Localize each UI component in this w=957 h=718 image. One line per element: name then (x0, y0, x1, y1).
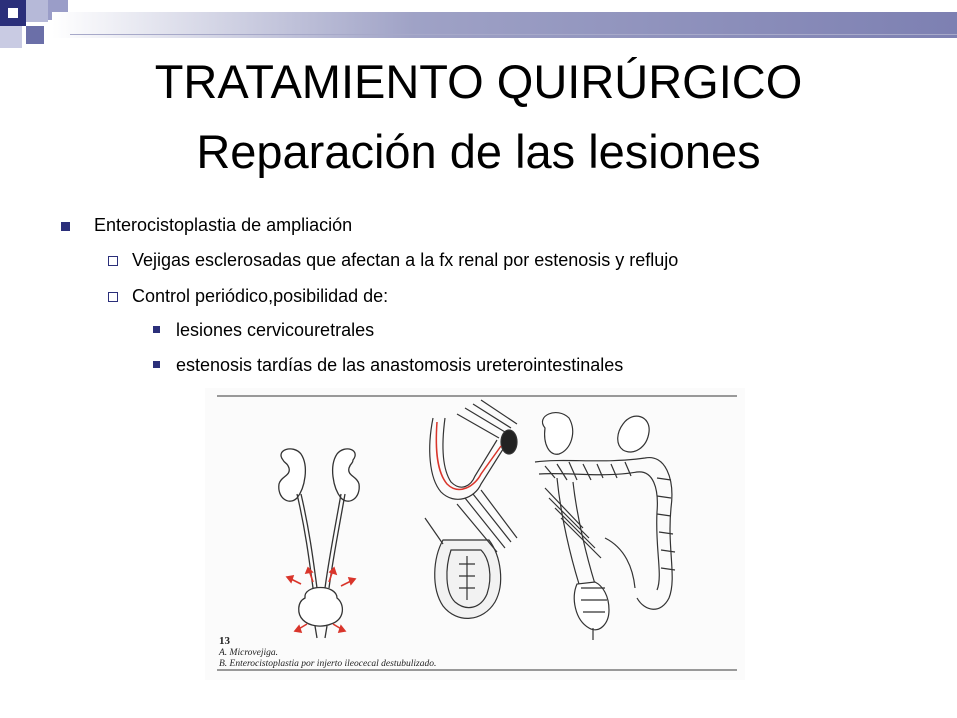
bullet-level3-item: estenosis tardías de las anastomosis ureterointestinales (176, 355, 624, 375)
decor-square-dark (0, 0, 26, 26)
bullet-hollow-square-icon (108, 292, 118, 302)
decor-square-pale (0, 26, 22, 48)
illustration-drawing (205, 388, 745, 680)
figure-caption-b: B. Enterocistoplastia por injerto ileocecal destubulizado. (219, 659, 437, 669)
decor-square-light (26, 0, 48, 22)
bullet-level3-item: lesiones cervicouretrales (176, 320, 375, 340)
bullet-level2-item: Control periódico,posibilidad de: (132, 286, 389, 306)
bullet-level1: Enterocistoplastia de ampliación (94, 215, 353, 235)
decor-square-mid (26, 26, 44, 44)
figure-caption-a: A. Microvejiga. (219, 648, 279, 658)
header-rule (70, 34, 957, 35)
bullet-hollow-square-icon (108, 256, 118, 266)
bullet-small-square-icon (153, 326, 160, 333)
slide-title: TRATAMIENTO QUIRÚRGICO (154, 55, 803, 108)
bullet-level2-item: Vejigas esclerosadas que afectan a la fx renal por estenosis y reflujo (132, 250, 679, 270)
surgical-illustration (205, 388, 745, 680)
bullet-small-square-icon (153, 361, 160, 368)
figure-number: 13 (219, 635, 230, 647)
bullet-square-icon (61, 222, 70, 231)
slide-subtitle: Reparación de las lesiones (196, 125, 761, 178)
